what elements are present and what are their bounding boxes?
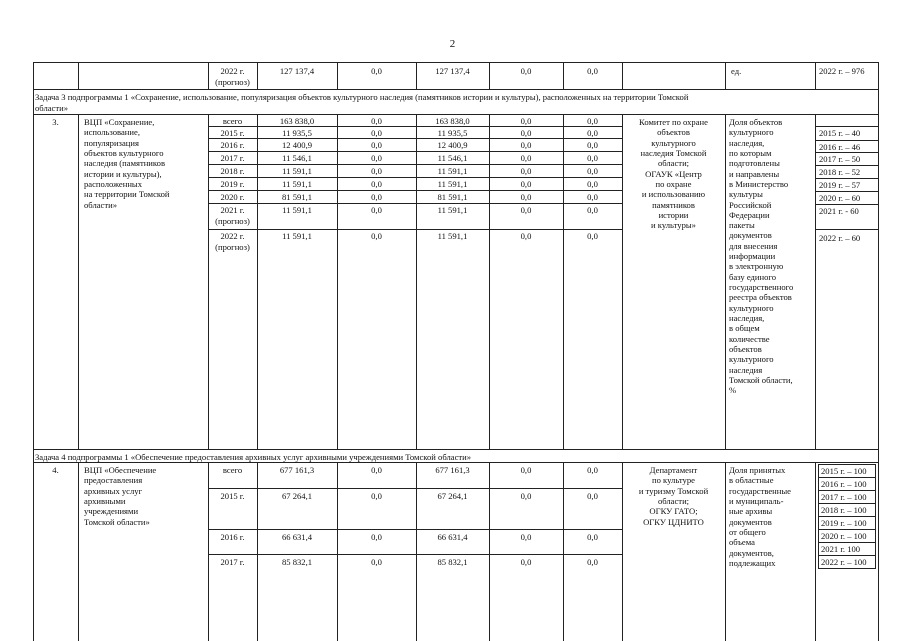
total-value: 677 161,3 [279, 465, 315, 475]
row-rule [818, 542, 876, 543]
column-rule [878, 89, 879, 450]
target-value: 2022 г. – 60 [819, 233, 861, 243]
target-value: 2017 г. – 100 [821, 492, 867, 502]
task3-indicator: Доля объектов культурного наследия, по которым подготовлены и направлены в Министерство культуры Российской Федерации пакеты документов для внесения информации в электронную базу единого государственного реестра объектов культурного наследия, в общем количестве объектов культурного наследия Томской области, % [729, 117, 794, 396]
federal-value: 0,0 [371, 557, 382, 567]
year-label: 2022 г. [220, 66, 245, 76]
column-rule [78, 114, 79, 450]
row-rule [33, 62, 879, 63]
federal-value: 0,0 [371, 465, 382, 475]
target-value: 2016 г. – 46 [819, 142, 861, 152]
regional-value: 163 838,0 [435, 116, 470, 126]
total-value: 127 137,4 [279, 66, 315, 76]
page-number: 2 [449, 38, 456, 50]
local-value: 0,0 [520, 166, 532, 176]
column-rule [563, 114, 564, 450]
regional-value: 66 631,4 [437, 532, 468, 542]
target-value: 2020 г. – 100 [821, 531, 867, 541]
other-value: 0,0 [587, 179, 598, 189]
target-value: 2017 г. – 50 [819, 154, 861, 164]
year-label: 2015 г. [220, 128, 245, 138]
column-rule [878, 62, 879, 90]
task4-indicator: Доля принятых в областные государственные и муниципаль- ные архивы документов от общего объема документов, подлежащих [729, 465, 791, 568]
column-rule [33, 62, 34, 90]
target-value: 2021 г. - 60 [819, 206, 859, 216]
forecast-note: (прогноз) [215, 216, 250, 226]
local-value: 0,0 [520, 153, 532, 163]
other-value: 0,0 [587, 465, 598, 475]
target-value: 2016 г. – 100 [821, 479, 867, 489]
column-rule [875, 529, 876, 543]
other-value: 0,0 [587, 231, 598, 241]
column-rule [725, 114, 726, 450]
column-rule [725, 462, 726, 641]
column-rule [818, 516, 819, 530]
federal-value: 0,0 [371, 166, 382, 176]
year-label: 2016 г. [220, 140, 245, 150]
regional-value: 11 591,1 [437, 231, 468, 241]
other-value: 0,0 [587, 491, 598, 501]
year-label: 2022 г. [220, 231, 245, 241]
column-rule [563, 462, 564, 641]
column-rule [725, 62, 726, 90]
federal-value: 0,0 [371, 491, 382, 501]
other-value: 0,0 [587, 192, 598, 202]
target-value: 2018 г. – 100 [821, 505, 867, 515]
column-rule [818, 542, 819, 556]
column-rule [208, 462, 209, 641]
row-rule [818, 568, 876, 569]
column-rule [208, 114, 209, 450]
target-value: 2015 г. – 40 [819, 128, 861, 138]
local-value: 0,0 [520, 465, 532, 475]
total-value: 85 832,1 [281, 557, 313, 567]
federal-value: 0,0 [371, 205, 382, 215]
total-value: 12 400,9 [281, 140, 313, 150]
row-rule [815, 178, 879, 179]
column-rule [875, 490, 876, 504]
total-value: 11 591,1 [282, 166, 312, 176]
federal-value: 0,0 [371, 128, 382, 138]
year-label: 2021 г. [220, 205, 245, 215]
local-value: 0,0 [520, 205, 532, 215]
local-value: 0,0 [520, 557, 532, 567]
row-rule [818, 529, 876, 530]
column-rule [818, 477, 819, 491]
task3-program-name: ВЦП «Сохранение, использование, популяризация объектов культурного наследия (памятников истории и культуры), расположенных на территории Томской области» [84, 117, 170, 210]
row-rule [815, 126, 879, 127]
row-rule [818, 555, 876, 556]
column-rule [875, 555, 876, 569]
local-value: 0,0 [520, 491, 532, 501]
column-rule [33, 89, 34, 450]
local-value: 0,0 [520, 192, 532, 202]
task3-executor: Комитет по охране объектов культурного наследия Томской области; ОГАУК «Центр по охране и использованию памятников истории и культуры» [639, 117, 708, 231]
other-value: 0,0 [587, 140, 598, 150]
total-value: 163 838,0 [279, 116, 315, 126]
column-rule [818, 490, 819, 504]
row-rule [33, 114, 879, 115]
column-rule [818, 464, 819, 478]
regional-value: 85 832,1 [437, 557, 468, 567]
local-value: 0,0 [520, 179, 532, 189]
regional-value: 11 591,1 [437, 205, 468, 215]
task3-title-cont: области» [35, 103, 69, 113]
task4-title: Задача 4 подпрограммы 1 «Обеспечение предоставления архивных услуг архивными учреждениями Томской области» [35, 452, 472, 462]
local-value: 0,0 [520, 116, 532, 126]
total-value: 81 591,1 [281, 192, 313, 202]
year-label: 2018 г. [220, 166, 245, 176]
federal-value: 0,0 [371, 231, 382, 241]
total-value: 11 591,1 [282, 179, 312, 189]
column-rule [78, 62, 79, 90]
task4-executor: Департамент по культуре и туризму Томской области; ОГКУ ГАТО; ОГКУ ЦДНИТО [638, 465, 709, 527]
task3-title: Задача 3 подпрограммы 1 «Сохранение, использование, популяризация объектов культурного наследия (памятников истории и культуры), расположенных на территории Томской [35, 92, 689, 102]
column-rule [875, 542, 876, 556]
regional-value: 11 591,1 [437, 179, 468, 189]
column-rule [78, 462, 79, 641]
regional-value: 11 546,1 [437, 153, 468, 163]
local-value: 0,0 [520, 140, 532, 150]
local-value: 0,0 [520, 231, 532, 241]
total-value: 66 631,4 [281, 532, 313, 542]
column-rule [337, 462, 338, 641]
target-value: 2019 г. – 100 [821, 518, 867, 528]
year-label: 2015 г. [220, 491, 245, 501]
federal-value: 0,0 [371, 179, 382, 189]
column-rule [875, 477, 876, 491]
other-value: 0,0 [587, 557, 598, 567]
target-value: 2021 г. 100 [821, 544, 861, 554]
row-rule [815, 229, 879, 230]
regional-value: 127 137,4 [435, 66, 470, 76]
regional-value: 11 935,5 [437, 128, 468, 138]
target-value: 2015 г. – 100 [821, 466, 867, 476]
other-value: 0,0 [587, 128, 598, 138]
total-value: 11 935,5 [282, 128, 312, 138]
regional-value: 67 264,1 [437, 491, 468, 501]
row-rule [815, 165, 879, 166]
year-label: 2017 г. [220, 557, 245, 567]
total-value: 11 546,1 [282, 153, 312, 163]
year-label: всего [222, 116, 243, 126]
column-rule [875, 503, 876, 517]
row-rule [818, 503, 876, 504]
row-rule [818, 464, 876, 465]
year-label: 2016 г. [220, 532, 245, 542]
row-rule [815, 140, 879, 141]
target-value: 2022 г. – 100 [821, 557, 867, 567]
column-rule [622, 62, 623, 90]
row-rule [818, 477, 876, 478]
column-rule [257, 462, 258, 641]
federal-value: 0,0 [371, 116, 382, 126]
federal-value: 0,0 [371, 532, 382, 542]
year-label: 2020 г. [220, 192, 245, 202]
row-rule [33, 89, 879, 90]
regional-value: 81 591,1 [437, 192, 468, 202]
column-rule [818, 503, 819, 517]
row-rule [818, 516, 876, 517]
column-rule [815, 62, 816, 90]
year-label: всего [222, 465, 243, 475]
regional-value: 11 591,1 [437, 166, 468, 176]
row-rule [33, 462, 879, 463]
task4-row-number: 4. [52, 465, 59, 475]
federal-value: 0,0 [371, 66, 382, 76]
column-rule [818, 555, 819, 569]
total-value: 67 264,1 [281, 491, 313, 501]
other-value: 0,0 [587, 116, 598, 126]
total-value: 11 591,1 [282, 205, 312, 215]
column-rule [875, 516, 876, 530]
target-value: 2019 г. – 57 [819, 180, 861, 190]
column-rule [878, 449, 879, 641]
forecast-note: (прогноз) [215, 242, 250, 252]
federal-value: 0,0 [371, 140, 382, 150]
column-rule [33, 449, 34, 641]
column-rule [489, 462, 490, 641]
unit-value: ед. [731, 66, 742, 76]
other-value: 0,0 [587, 153, 598, 163]
row-rule [33, 449, 879, 450]
column-rule [337, 114, 338, 450]
target-value: 2022 г. – 976 [819, 66, 865, 76]
column-rule [875, 464, 876, 478]
row-rule [815, 191, 879, 192]
column-rule [489, 114, 490, 450]
federal-value: 0,0 [371, 153, 382, 163]
federal-value: 0,0 [371, 192, 382, 202]
other-value: 0,0 [587, 66, 598, 76]
row-rule [818, 490, 876, 491]
local-value: 0,0 [520, 66, 532, 76]
target-value: 2018 г. – 52 [819, 167, 861, 177]
other-value: 0,0 [587, 205, 598, 215]
other-value: 0,0 [587, 166, 598, 176]
column-rule [815, 462, 816, 641]
task3-row-number: 3. [52, 117, 59, 127]
forecast-note: (прогноз) [215, 77, 250, 87]
total-value: 11 591,1 [282, 231, 312, 241]
local-value: 0,0 [520, 532, 532, 542]
column-rule [818, 529, 819, 543]
column-rule [416, 462, 417, 641]
target-value: 2020 г. – 60 [819, 193, 861, 203]
column-rule [416, 114, 417, 450]
task4-program-name: ВЦП «Обеспечение предоставления архивных услуг архивными учреждениями Томской области» [84, 465, 157, 527]
other-value: 0,0 [587, 532, 598, 542]
regional-value: 12 400,9 [437, 140, 468, 150]
regional-value: 677 161,3 [435, 465, 470, 475]
column-rule [257, 114, 258, 450]
year-label: 2019 г. [220, 179, 245, 189]
year-label: 2017 г. [220, 153, 245, 163]
row-rule [815, 204, 879, 205]
local-value: 0,0 [520, 128, 532, 138]
